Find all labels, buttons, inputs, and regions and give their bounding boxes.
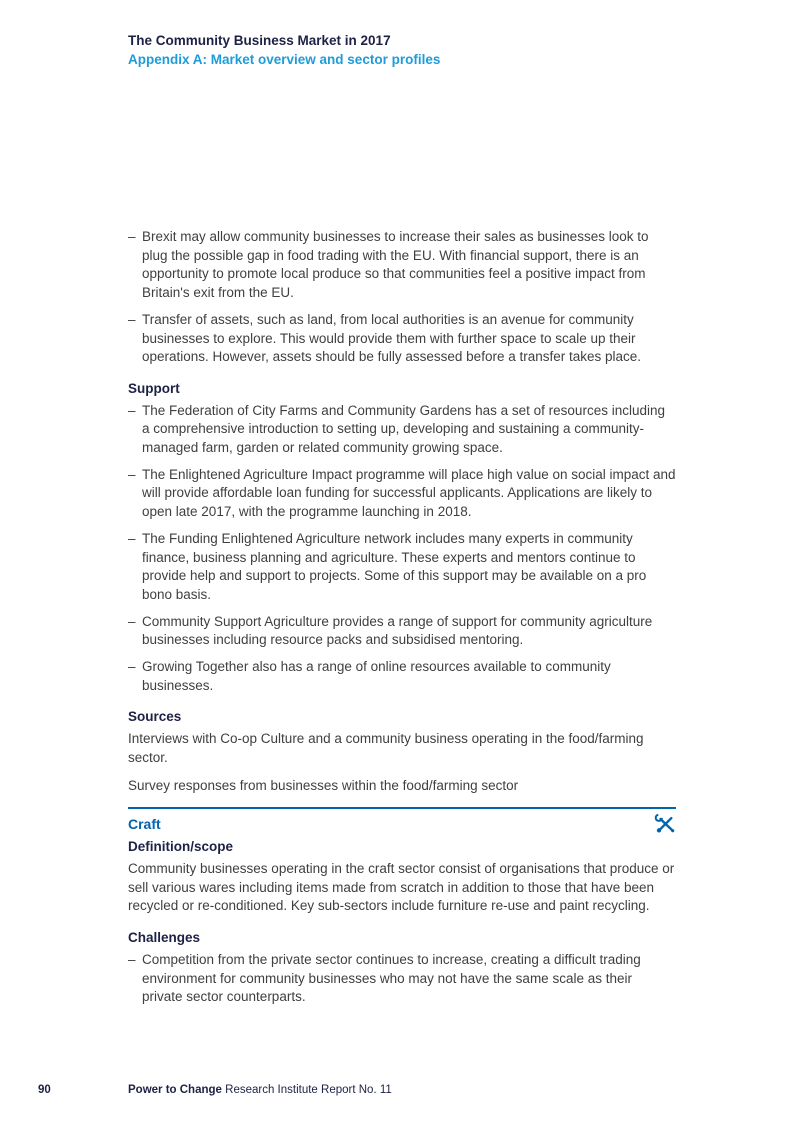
list-item <box>128 466 676 522</box>
appendix-subtitle: Appendix A: Market overview and sector profiles <box>128 52 441 67</box>
footer-report-line <box>128 1083 392 1098</box>
sources-paragraph: Survey responses from businesses within the food/farming sector <box>128 777 519 793</box>
support-heading: Support <box>128 380 180 396</box>
bullet-text: Growing Together also has a range of online resources available to community businesses. <box>142 659 611 693</box>
page-content <box>128 228 676 1015</box>
craft-tools-icon <box>654 814 676 834</box>
bullet-dash: – <box>128 466 136 482</box>
list-item <box>128 658 676 695</box>
bullet-dash: – <box>128 311 136 327</box>
bullet-text: The Federation of City Farms and Community Gardens has a set of resources including a comprehensive introduction to setting up, developing and sustaining a community-managed farm, garden or related community growing space. <box>142 402 665 456</box>
report-title: The Community Business Market in 2017 <box>128 33 391 48</box>
sources-heading: Sources <box>128 709 182 725</box>
bullet-text: Transfer of assets, such as land, from local authorities is an avenue for community businesses to explore. This would provide them with further space to scale up their operations. However, assets should be fully assessed before a transfer takes place. <box>142 311 642 365</box>
definition-scope-heading: Definition/scope <box>128 839 234 855</box>
publisher-name: Power to Change <box>128 1084 222 1096</box>
bullet-text: Brexit may allow community businesses to increase their sales as businesses look to plug the possible gap in food trading with the EU. With financial support, there is an opportunity to promote local produce so that communities feel a positive impact from Britain's exit from the EU. <box>142 229 649 301</box>
list-item <box>128 311 676 367</box>
list-item <box>128 951 676 1007</box>
bullet-text: The Funding Enlightened Agriculture network includes many experts in community finance, business planning and agriculture. These experts and mentors continue to provide help and support to projects. Some of this support may be available on a pro bono basis. <box>142 530 647 602</box>
bullet-dash: – <box>128 951 136 967</box>
bullet-dash: – <box>128 229 136 244</box>
bullet-dash: – <box>128 402 136 418</box>
bullet-dash: – <box>128 613 136 629</box>
list-item <box>128 530 676 605</box>
definition-scope-text: Community businesses operating in the craft sector consist of organisations that produce or sell various wares including items made from scratch in addition to those that have been recycled or re-conditioned. Key sub-sectors include furniture re-use and paint recycling. <box>128 860 675 914</box>
bullet-dash: – <box>128 659 136 675</box>
bullet-text: Competition from the private sector continues to increase, creating a difficult trading environment for community businesses who may not have the same scale as their private sector counterparts. <box>142 951 641 1005</box>
list-item <box>128 402 676 458</box>
report-series-title: Research Institute Report No. 11 <box>225 1084 392 1096</box>
list-item <box>128 228 676 303</box>
challenges-heading: Challenges <box>128 930 201 946</box>
section-divider <box>128 807 676 809</box>
bullet-text: Community Support Agriculture provides a range of support for community agriculture businesses including resource packs and subsidised mentoring. <box>142 613 653 648</box>
page-number: 90 <box>38 1084 51 1096</box>
craft-heading: Craft <box>128 815 161 832</box>
craft-section-header <box>128 814 676 834</box>
list-item <box>128 613 676 650</box>
sources-paragraph: Interviews with Co-op Culture and a community business operating in the food/farming sector. <box>128 731 644 765</box>
bullet-dash: – <box>128 530 136 546</box>
document-header <box>128 31 688 69</box>
bullet-text: The Enlightened Agriculture Impact programme will place high value on social impact and will provide affordable loan funding for successful applicants. Applications are likely to open late 2017, with the programme launching in 2018. <box>142 466 676 520</box>
